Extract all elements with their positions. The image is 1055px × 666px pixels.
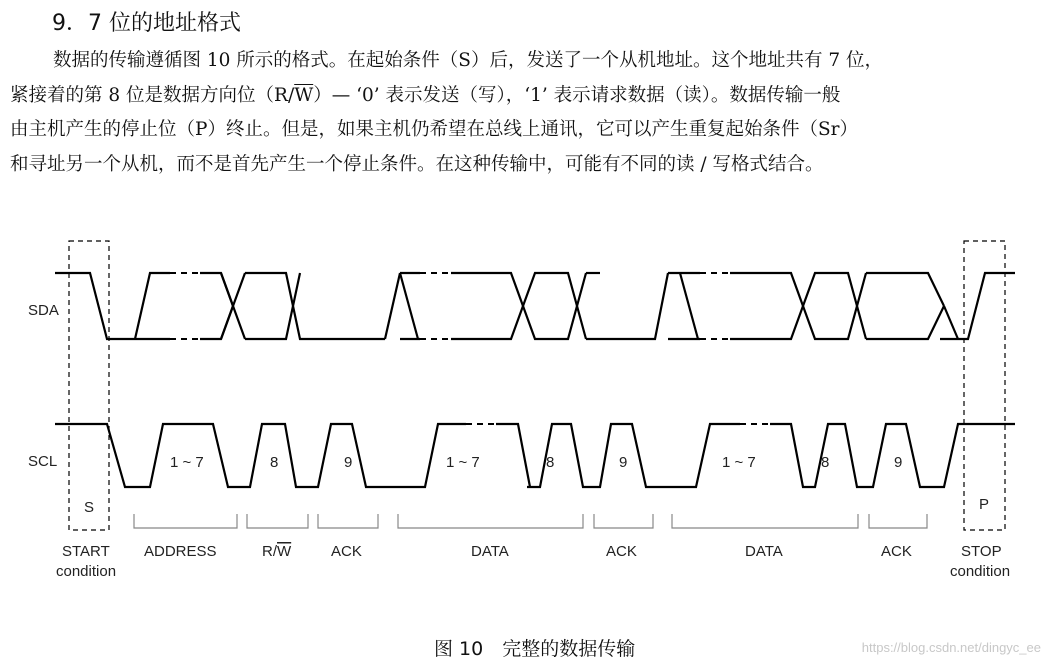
phase-ack-3: ACK — [881, 543, 912, 560]
sda-ack3-low — [866, 306, 944, 339]
bracket-data-1 — [398, 514, 583, 528]
phase-start-2: condition — [56, 563, 117, 580]
sda-label: SDA — [28, 302, 59, 319]
section-heading: 9．7 位的地址格式 — [52, 11, 241, 36]
sda-ack3-high — [866, 273, 944, 306]
paragraph-line-1: 数据的传输遵循图 10 所示的格式。在起始条件（S）后，发送了一个从机地址。这个地址共有 7 位， — [53, 50, 884, 71]
sda-dash-2 — [420, 273, 451, 339]
phase-address: ADDRESS — [144, 543, 217, 560]
bracket-ack-3 — [869, 514, 927, 528]
scl-waveform-2 — [496, 424, 740, 487]
phase-rw — [262, 543, 292, 560]
clock-label-data2: 1 ~ 7 — [722, 454, 756, 471]
sda-bit-1-high — [135, 273, 170, 339]
watermark: https://blog.csdn.net/dingyc_ee — [861, 640, 1041, 655]
phase-rw-w: W — [277, 543, 292, 560]
paragraph-line-2-w: $\overline{W}$ — [294, 84, 314, 106]
clock-label-ack3: 9 — [894, 454, 903, 471]
phase-data-2: DATA — [745, 543, 783, 560]
phase-ack-2: ACK — [606, 543, 637, 560]
paragraph-line-3: 由主机产生的停止位（P）终止。但是，如果主机仍希望在总线上通讯，它可以产生重复起始条件（Sr） — [10, 119, 858, 140]
clock-label-rw: 8 — [270, 454, 279, 471]
clock-label-addr: 1 ~ 7 — [170, 454, 204, 471]
sda-data2-mid-low — [730, 273, 866, 339]
scl-waveform-3 — [770, 424, 1015, 487]
clock-label-data1-8: 8 — [546, 454, 555, 471]
paragraph-line-4: 和寻址另一个从机，而不是首先产生一个停止条件。在这种传输中，可能有不同的读 / 写格式结合。 — [10, 153, 824, 175]
stop-marker-label: P — [979, 496, 990, 513]
sda-ack2-low — [586, 273, 668, 339]
phase-rw-r: R/ — [262, 543, 277, 560]
sda-dash-1 — [170, 273, 200, 339]
clock-label-data2-8: 8 — [821, 454, 830, 471]
scl-label: SCL — [28, 453, 58, 470]
sda-rw-high — [245, 273, 385, 339]
sda-dash-3 — [700, 273, 730, 339]
paragraph-line-2b: ）— ‘0’ 表示发送（写），‘1’ 表示请求数据（读）。数据传输一般 — [313, 84, 841, 106]
bracket-ack-1 — [318, 514, 378, 528]
phase-stop-2: condition — [950, 563, 1011, 580]
start-marker-label: S — [84, 499, 95, 516]
bracket-rw — [247, 514, 308, 528]
clock-label-data1: 1 ~ 7 — [446, 454, 480, 471]
bracket-address — [134, 514, 237, 528]
clock-label-ack1: 9 — [344, 454, 353, 471]
phase-ack-1: ACK — [331, 543, 362, 560]
sda-data2-start-cross — [680, 273, 698, 339]
bracket-data-2 — [672, 514, 858, 528]
phase-stop-1: STOP — [961, 543, 1002, 560]
sda-data2-mid-high — [730, 273, 866, 339]
sda-stop — [940, 273, 1015, 339]
stop-condition-box — [964, 241, 1005, 530]
sda-rw-low — [245, 273, 300, 339]
sda-data1-rise — [385, 273, 400, 339]
sda-stop-alt — [944, 306, 958, 339]
phase-data-1: DATA — [471, 543, 509, 560]
sda-data1-start-cross — [400, 273, 418, 339]
paragraph-line-2a: 紧接着的第 8 位是数据方向位（R/ — [10, 84, 295, 106]
sda-data1-mid-low — [451, 273, 586, 339]
sda-waveform-start — [55, 273, 135, 339]
phase-start-1: START — [62, 543, 110, 560]
start-condition-box — [69, 241, 109, 530]
scl-waveform — [55, 424, 466, 487]
bracket-ack-2 — [594, 514, 653, 528]
sda-data1-mid-high — [451, 273, 586, 339]
figure-caption: 图 10 完整的数据传输 — [434, 638, 636, 660]
clock-label-ack2: 9 — [619, 454, 628, 471]
